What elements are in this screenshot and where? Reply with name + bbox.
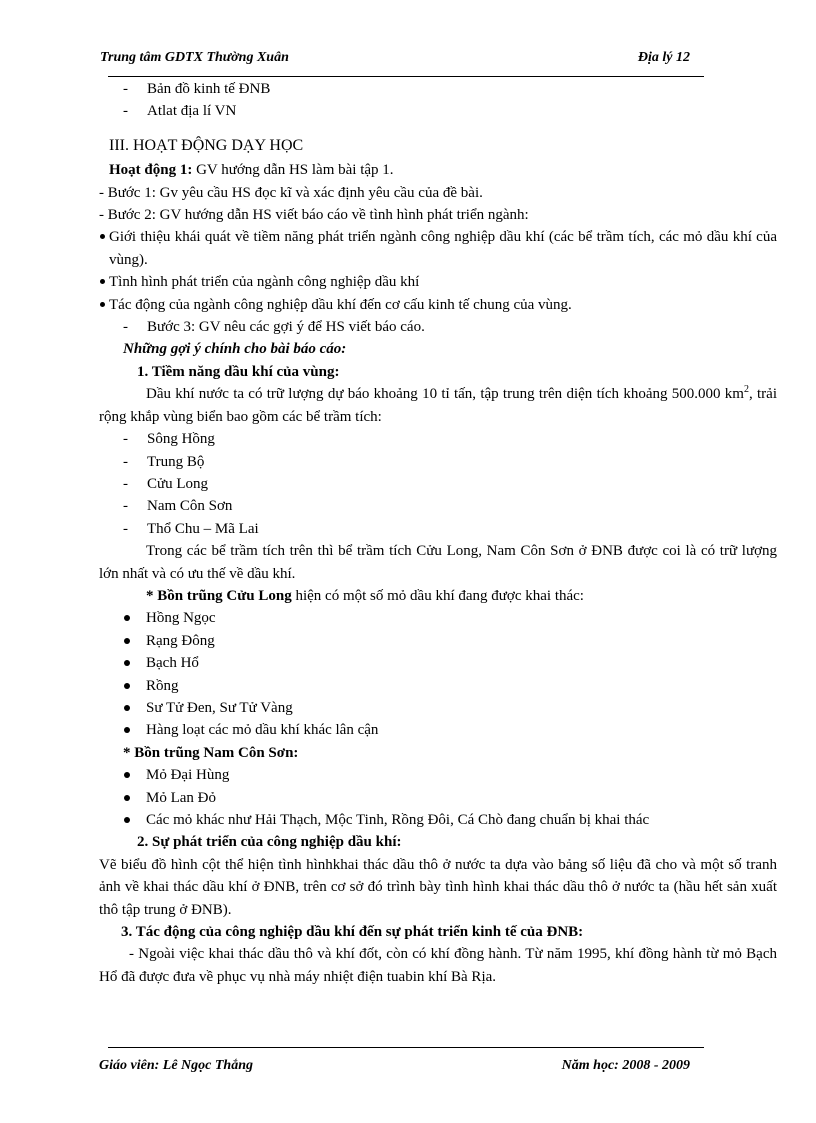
part1-title: 1. Tiềm năng dầu khí của vùng: — [137, 363, 340, 380]
header-subject: Địa lý 12 — [637, 50, 690, 65]
part1-para-sup: 2 — [743, 384, 749, 396]
list-item: - Bản đồ kinh tế ĐNB — [99, 78, 777, 100]
basin-item: - Cửu Long — [99, 473, 777, 495]
field-item: Rạng Đông — [99, 630, 777, 652]
page-footer — [99, 1058, 704, 1080]
section-title: III. HOẠT ĐỘNG DẠY HỌC — [109, 136, 304, 154]
list-item: Tình hình phát triển của ngành công nghiệp dầu khí — [99, 271, 777, 293]
field-item: Mỏ Lan Đỏ — [99, 787, 777, 809]
cuulong-text: hiện có một số mỏ dầu khí đang được khai thác: — [291, 587, 584, 604]
activity-line — [99, 159, 777, 181]
basin-item: - Sông Hồng — [99, 428, 777, 450]
field-item: Hàng loạt các mỏ dầu khí khác lân cận — [99, 719, 777, 741]
field-item: Các mỏ khác như Hải Thạch, Mộc Tinh, Rồng Đôi, Cá Chò đang chuẩn bị khai thác — [99, 809, 777, 831]
activity-label: Hoạt động 1: — [109, 162, 193, 179]
namconson-label: * Bồn trũng Nam Côn Sơn: — [123, 744, 299, 761]
part1-paragraph-2: Trong các bể trầm tích trên thì bể trầm tích Cửu Long, Nam Côn Sơn ở ĐNB được coi là có trữ lượng lớn nhất và có ưu thế về dầu khí. — [99, 543, 777, 582]
part1-paragraph — [99, 383, 777, 428]
header-school: Trung tâm GDTX Thường Xuân — [100, 50, 289, 65]
footer-rule — [108, 1047, 704, 1048]
basin-item: - Nam Côn Sơn — [99, 495, 777, 517]
page-header — [100, 50, 704, 72]
part1-para-a: Dầu khí nước ta có trữ lượng dự báo khoảng 10 tỉ tấn, tập trung trên diện tích khoảng 500.000 km — [146, 386, 744, 403]
step-1: - Bước 1: Gv yêu cầu HS đọc kĩ và xác định yêu cầu của đề bài. — [99, 184, 483, 201]
footer-school-year: Năm học: 2008 - 2009 — [561, 1058, 690, 1073]
field-item: Rồng — [99, 675, 777, 697]
document-body — [99, 78, 777, 988]
cuulong-label: * Bồn trũng Cửu Long — [146, 587, 292, 604]
basin-item: - Thổ Chu – Mã Lai — [99, 518, 777, 540]
suggestions-title: Những gợi ý chính cho bài báo cáo: — [123, 341, 347, 358]
list-item: - Atlat địa lí VN — [99, 100, 777, 122]
part3-paragraph: - Ngoài việc khai thác dầu thô và khí đốt, còn có khí đồng hành. Từ năm 1995, khí đồng hành từ mỏ Bạch Hổ đã được đưa về phục vụ nhà máy nhiệt điện tuabin khí Bà Rịa. — [99, 946, 777, 985]
part3-title: 3. Tác động của công nghiệp dầu khí đến sự phát triển kinh tế của ĐNB: — [121, 924, 584, 941]
field-item: Mỏ Đại Hùng — [99, 764, 777, 786]
part2-paragraph: Vẽ biểu đồ hình cột thể hiện tình hìnhkhai thác dầu thô ở nước ta dựa vào bảng số liệu đã cho và một số tranh ảnh về khai thác dầu khí ở ĐNB, trên cơ sở đó trình bày tình hình khai thác dầu thô ở nước ta (hầu hết sản xuất thô tập trung ở ĐNB). — [99, 856, 777, 918]
cuulong-line — [99, 585, 777, 607]
field-item: Sư Tử Đen, Sư Tử Vàng — [99, 697, 777, 719]
step-2: - Bước 2: GV hướng dẫn HS viết báo cáo về tình hình phát triển ngành: — [99, 207, 529, 224]
basin-item: - Trung Bộ — [99, 451, 777, 473]
list-item: Giới thiệu khái quát về tiềm năng phát triển ngành công nghiệp dầu khí (các bể trầm tích, các mỏ dầu khí của vùng). — [99, 226, 777, 271]
activity-text: GV hướng dẫn HS làm bài tập 1. — [192, 162, 394, 179]
field-item: Hồng Ngọc — [99, 607, 777, 629]
list-item: Tác động của ngành công nghiệp dầu khí đến cơ cấu kinh tế chung của vùng. — [99, 294, 777, 316]
part2-title: 2. Sự phát triển của công nghiệp dầu khí: — [137, 834, 402, 851]
footer-teacher: Giáo viên: Lê Ngọc Thắng — [99, 1058, 253, 1073]
field-item: Bạch Hổ — [99, 652, 777, 674]
part1-para-b: , trải rộng khắp vùng biển bao gồm các bể trầm tích: — [99, 386, 777, 425]
step-3: - Bước 3: GV nêu các gợi ý để HS viết báo cáo. — [99, 316, 777, 338]
header-rule — [108, 76, 704, 77]
